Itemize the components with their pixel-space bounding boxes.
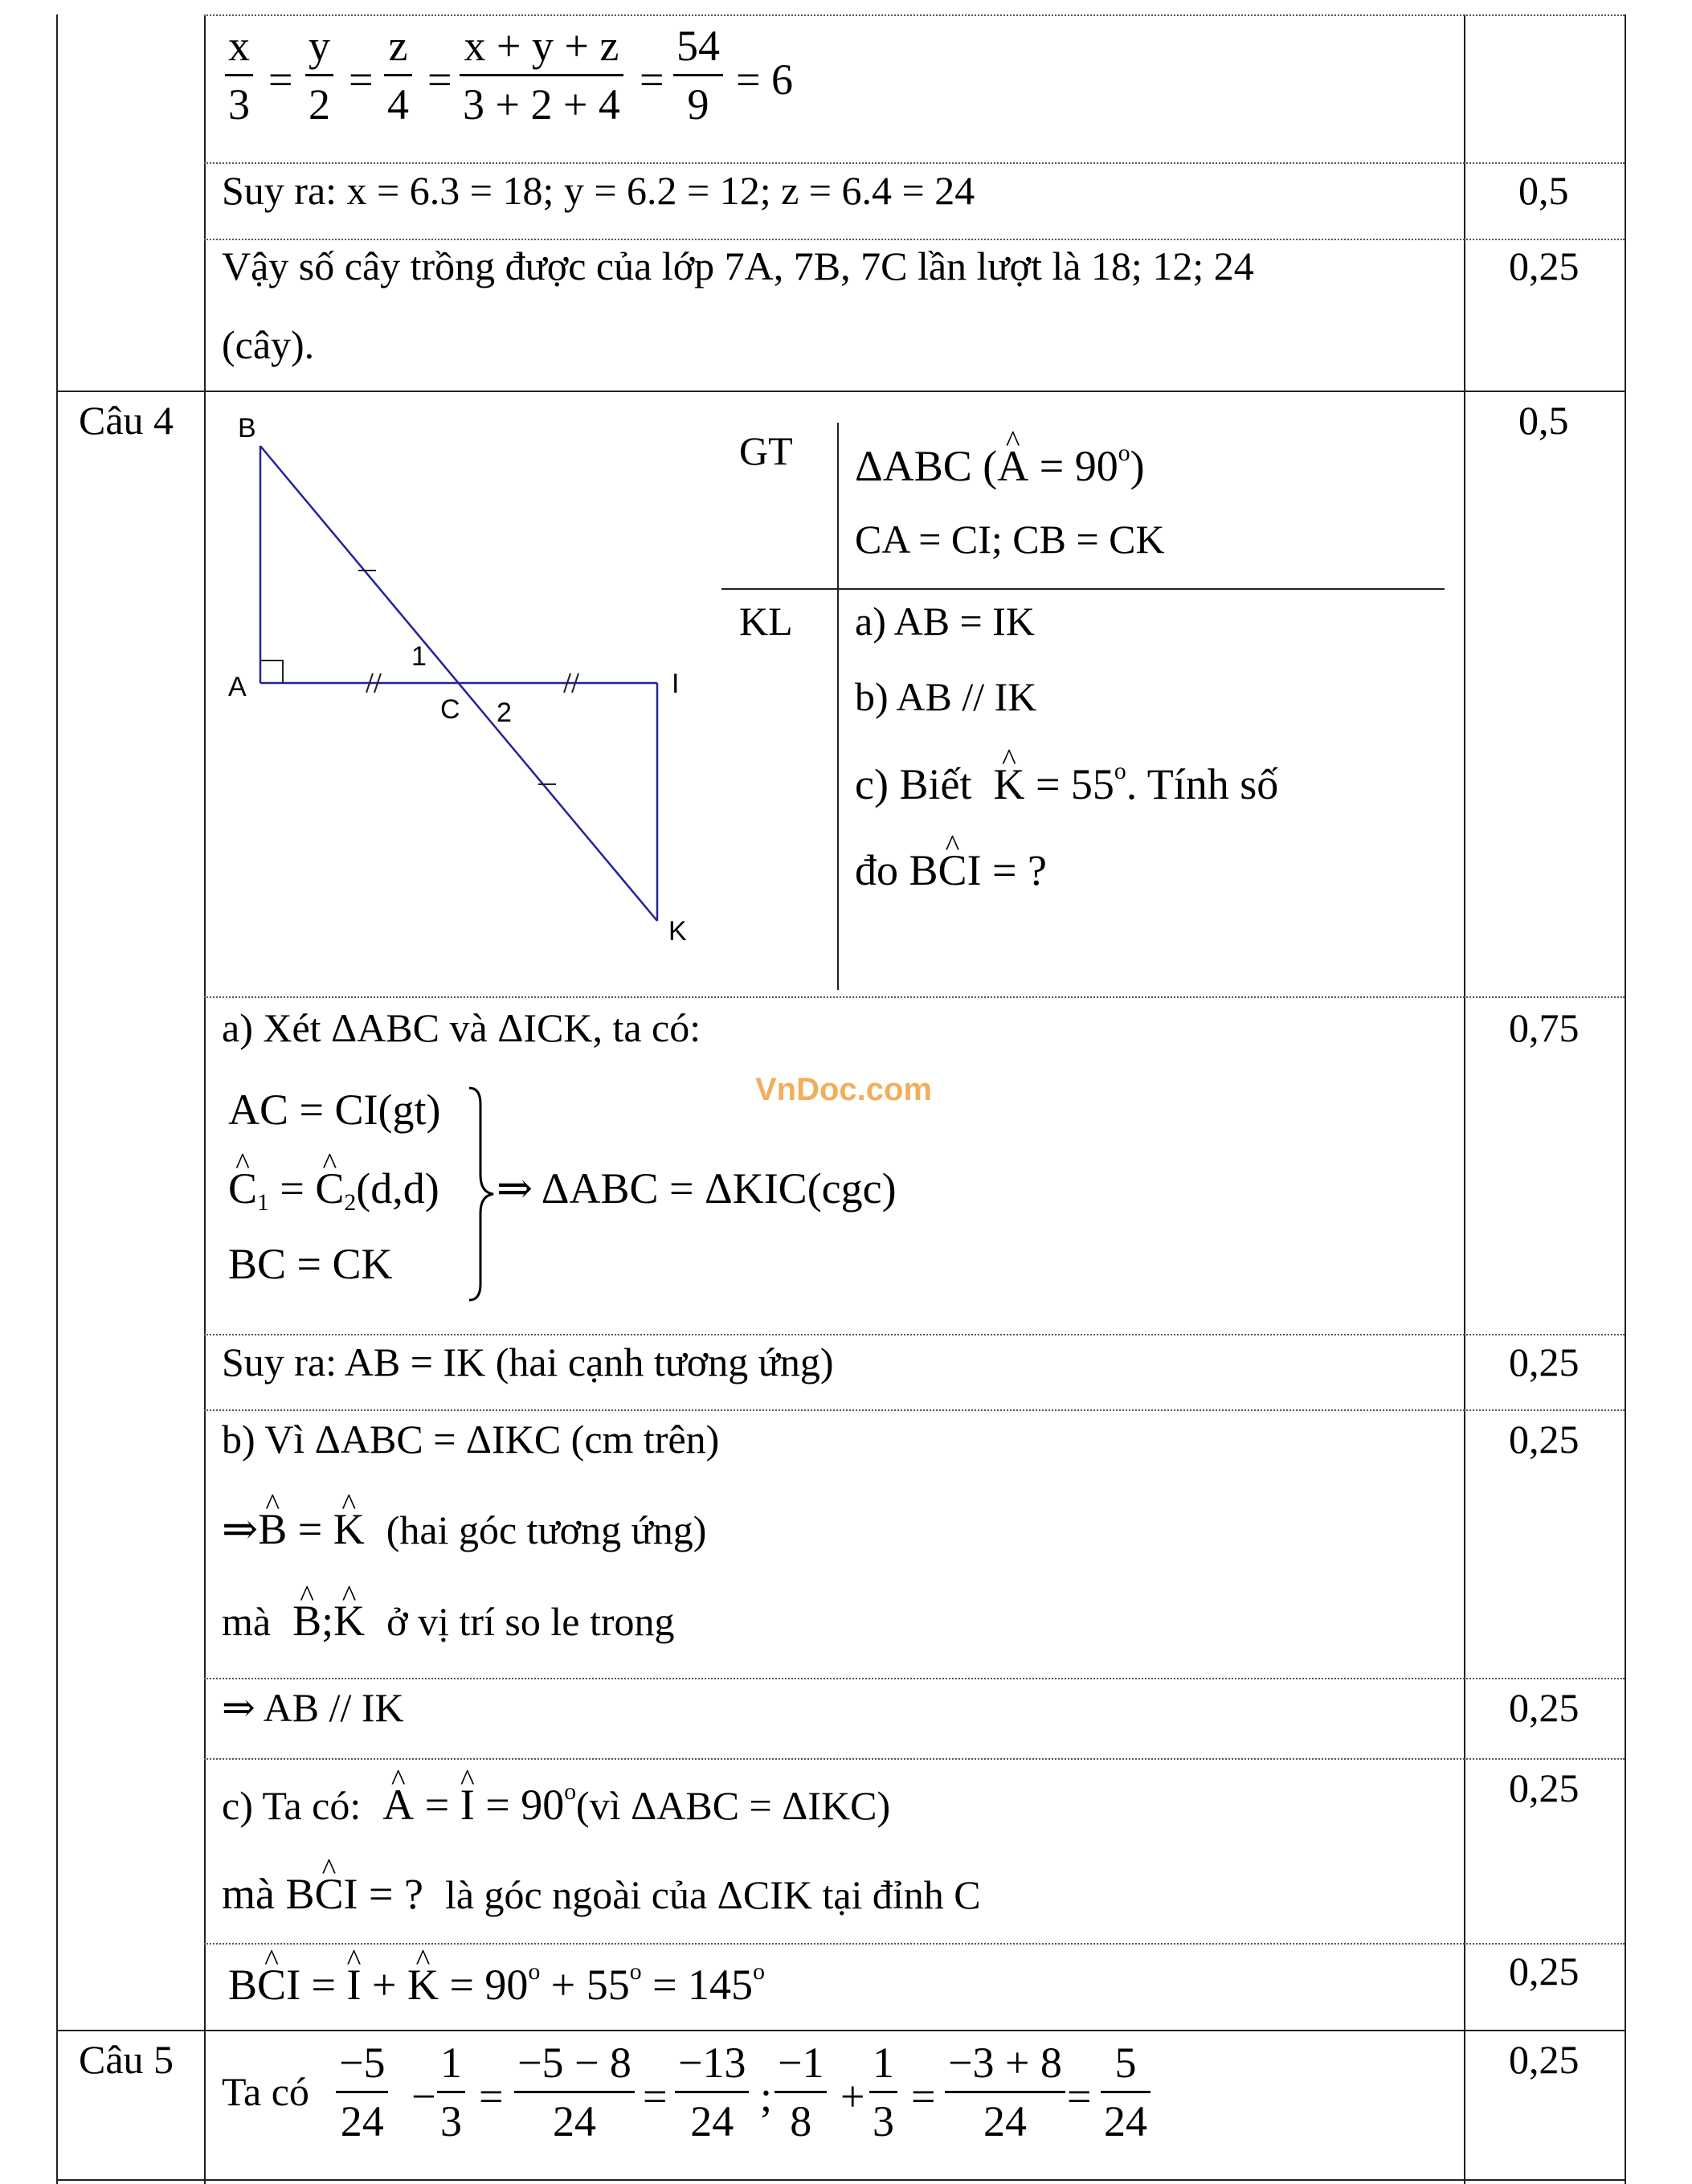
row-sep <box>204 996 1625 998</box>
row-sep <box>204 1758 1625 1760</box>
score: 0,25 <box>1509 1949 1580 1994</box>
triangle-figure <box>217 410 715 948</box>
table-left-border <box>56 14 58 2184</box>
score: 0,25 <box>1509 1417 1580 1462</box>
table-col1-border <box>204 14 206 2184</box>
score: 0,25 <box>1509 2037 1580 2082</box>
label-i: I <box>672 669 680 699</box>
fraction: $\frac{1}{3}$ <box>437 2041 465 2143</box>
row-sep <box>204 162 1625 164</box>
fraction: $\frac{z}{4}$ <box>384 24 412 126</box>
part-a-conclusion: ⇒ ΔABC = ΔKIC(cgc) <box>497 1164 897 1213</box>
fraction: $\frac{5}{24}$ <box>1101 2041 1150 2143</box>
kl-label: KL <box>739 599 793 644</box>
part-c-line2: mà B^ CI = ? là góc ngoài của ΔCIK tại đỉnh C <box>222 1872 981 1916</box>
score: 0,25 <box>1509 1765 1580 1810</box>
question-label: Câu 4 <box>79 398 174 443</box>
row-sep <box>204 1409 1625 1411</box>
question-label: Câu 5 <box>79 2037 174 2082</box>
fraction: $\frac{x}{3}$ <box>225 24 253 126</box>
cau5-pre: Ta có <box>222 2069 309 2114</box>
kl-c: c) Biết ^ $K = 55^o$. Tính số <box>855 760 1278 806</box>
score: 0,5 <box>1518 168 1569 213</box>
fraction: $\frac{-13}{24}$ <box>675 2041 749 2143</box>
gtkl-divider-h <box>721 588 1445 590</box>
kl-d: đo B^ CI = ? <box>855 849 1047 892</box>
part-c-line1: c) Ta có: ^ A = ^ $I = 90^o(vì$ ΔABC = ΔIKC) <box>222 1781 890 1826</box>
gt-line2: CA = CI; CB = CK <box>855 517 1165 562</box>
table-col2-border <box>1464 14 1465 2184</box>
score: 0,75 <box>1509 1005 1580 1050</box>
gt-line1: ΔABC (^ $A = 90^o$) <box>855 442 1145 488</box>
score: 0,25 <box>1509 243 1580 288</box>
gtkl-divider-v <box>837 423 839 990</box>
part-a-eq2: ^ $C_1$ = ^ $C_2(d,d)$ <box>228 1167 439 1216</box>
fraction: $\frac{x + y + z}{3 + 2 + 4}$ <box>460 24 623 126</box>
label-c: C <box>440 694 460 725</box>
gt-label: GT <box>739 428 793 473</box>
score: 0,5 <box>1518 398 1569 443</box>
kl-b: b) AB // IK <box>855 674 1037 719</box>
vay-text-line2: (cây). <box>222 322 315 367</box>
fraction: $\frac{-5}{24}$ <box>336 2041 388 2143</box>
table-top-dotted <box>204 14 1625 16</box>
kl-a: a) AB = IK <box>855 599 1035 644</box>
row-sep-solid <box>56 2030 1625 2031</box>
fraction: $\frac{54}{9}$ <box>673 24 723 126</box>
curly-brace <box>466 1085 498 1303</box>
fraction: $\frac{-3 + 8}{24}$ <box>945 2041 1065 2143</box>
table-right-border <box>1625 14 1626 2184</box>
fraction: $\frac{y}{2}$ <box>305 24 333 126</box>
right-angle-mark <box>260 661 283 683</box>
part-b-line1: b) Vì ΔABC = ΔIKC (cm trên) <box>222 1417 720 1462</box>
part-c2-equation: B^ CI = ^ I + ^ $K = 90^o + 55^o = 145^o$ <box>228 1961 765 2006</box>
label-a: A <box>228 672 247 702</box>
row-sep <box>204 1678 1625 1679</box>
part-a-eq3: BC = CK <box>228 1240 393 1288</box>
label-k: K <box>668 916 687 947</box>
row-sep-solid <box>56 391 1625 392</box>
fraction: $\frac{-5 - 8}{24}$ <box>514 2041 635 2143</box>
angle-label-2: 2 <box>497 697 512 728</box>
answer-key-page: $\frac{x}{3}$ = $\frac{y}{2}$ = $\frac{z}{4}$ = $\frac{x + y + z}{3 + 2 + 4}$ = $\frac{54}{9}$ = 6 Suy ra: x = 6.3 = 18; y = 6.2 = 12; z = 6.4 = 24 0,5 Vậy số cây trồng được của lớp 7A, 7B, 7C lần lượt là 18; 12; 24 (cây). 0,25 Câu 4 0,5 B A C I K 1 2 GT ΔABC (^ $A = 90^o$) CA = CI; CB = CK KL a) AB = IK b) AB // IK c) Biết ^ $K = 55^o$. Tính số đo B^ CI = ? a) Xét ΔABC và ΔICK, ta có: 0,75 AC = CI(gt) ^ $C_1$ = ^ $C_2(d,d)$ BC = CK ⇒ ΔABC = ΔKIC(cgc) Suy ra: AB = IK (hai cạnh tương ứng) 0,25 b) Vì ΔABC = ΔIKC (cm trên) 0,25 ⇒^ B = ^ K (hai góc tương ứng) mà ^ B;^ K ở vị trí so le trong ⇒ AB // IK 0,25 c) Ta có: ^ A = ^ $I = 90^o(vì$ ΔABC = ΔIKC) 0,25 mà B^ CI = ? là góc ngoài của ΔCIK tại đỉnh C B^ CI = ^ I + ^ $K = 90^o + 55^o = 145^o$ 0,25 Câu 5 0,25 Ta có $\frac{-5}{24}$ − $\frac{1}{3}$ = $\frac{-5 - 8}{24}$ = $\frac{-13}{24}$ ; $\frac{-1}{8}$ + $\frac{1}{3}$ = $\frac{-3 + 8}{24}$ = $\frac{5}{24}$ VnDoc.com <box>0 0 1692 2184</box>
table-bottom-border <box>56 2179 1625 2181</box>
part-b-line3: mà ^ B;^ K ở vị trí so le trong <box>222 1599 675 1642</box>
watermark-logo: VnDoc.com <box>755 1072 933 1107</box>
label-b: B <box>238 413 256 444</box>
vay-text-line1: Vậy số cây trồng được của lớp 7A, 7B, 7C lần lượt là 18; 12; 24 <box>222 243 1254 288</box>
row-sep <box>204 239 1625 240</box>
suy-ra-text: Suy ra: x = 6.3 = 18; y = 6.2 = 12; z = 6.4 = 24 <box>222 168 975 213</box>
fraction: $\frac{1}{3}$ <box>869 2041 897 2143</box>
score: 0,25 <box>1509 1339 1580 1384</box>
part-a-intro: a) Xét ΔABC và ΔICK, ta có: <box>222 1005 701 1050</box>
part-a-eq1: AC = CI(gt) <box>228 1086 441 1134</box>
fraction: $\frac{-1}{8}$ <box>774 2041 827 2143</box>
part-b2-text: ⇒ AB // IK <box>222 1685 404 1730</box>
part-b-line2: ⇒^ B = ^ K (hai góc tương ứng) <box>222 1507 706 1551</box>
angle-label-1: 1 <box>411 641 427 672</box>
part-a2-text: Suy ra: AB = IK (hai cạnh tương ứng) <box>222 1339 834 1384</box>
row-sep <box>204 1334 1625 1335</box>
score: 0,25 <box>1509 1685 1580 1730</box>
